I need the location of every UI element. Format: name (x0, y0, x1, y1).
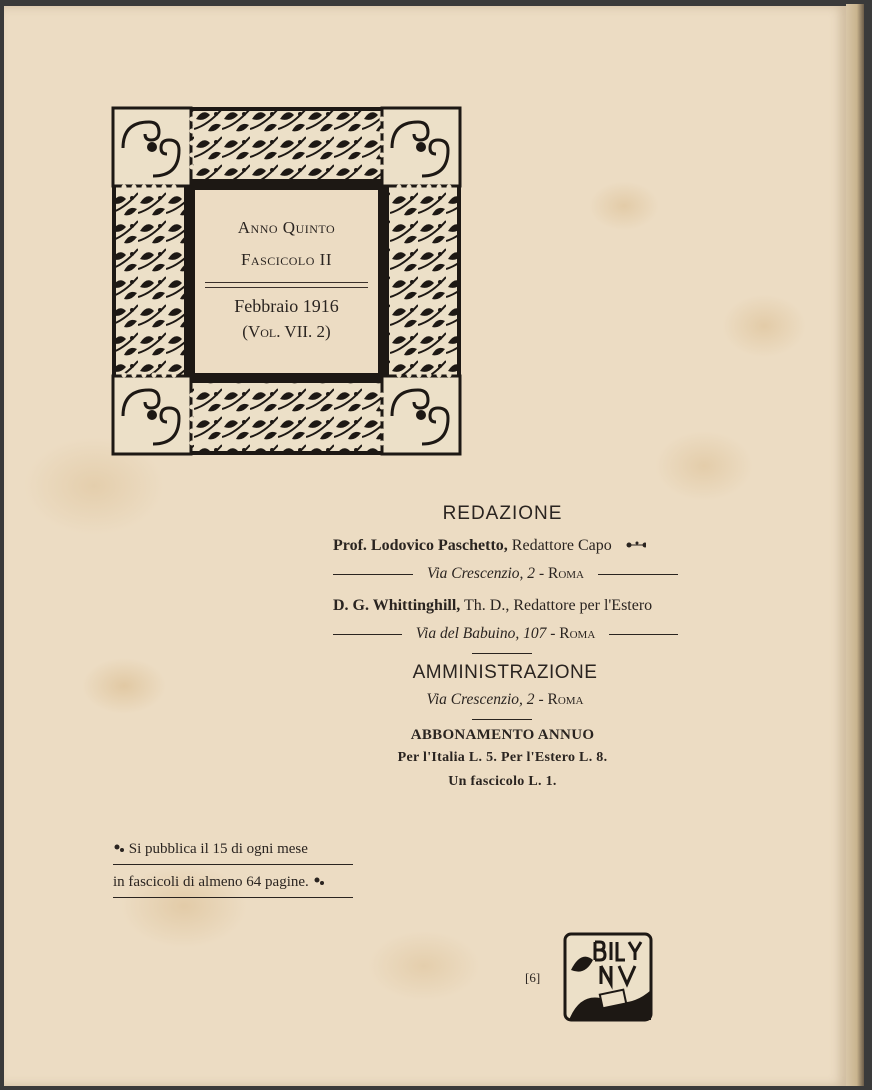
editor1-address: Via Crescenzio, 2 (427, 565, 536, 582)
editor2-address: Via del Babuino, 107 (415, 625, 547, 642)
single-issue-price: Un fascicolo L. 1. (448, 774, 557, 789)
page-number: [6] (525, 970, 541, 985)
issue-volume: (Vol. VII. 2) (242, 322, 331, 341)
publication-line1: Si pubblica il 15 di ogni mese (128, 841, 308, 857)
flower-ornament-icon (113, 842, 125, 854)
editor1-name: Prof. Lodovico Paschetto, (333, 537, 508, 554)
issue-info (195, 190, 378, 373)
issue-number: Fascicolo II (240, 250, 333, 269)
amministrazione-city: Roma (547, 691, 584, 708)
publication-rule (113, 897, 353, 898)
abbonamento-prices: Per l'Italia L. 5. Per l'Estero L. 8. (397, 750, 608, 765)
issue-year: Anno Quinto (237, 218, 336, 237)
issue-date: Febbraio 1916 (234, 296, 339, 316)
editor1-city: Roma (547, 565, 584, 582)
page-edge (846, 4, 864, 1086)
amministrazione-address-row: Via Crescenzio, 2 - Roma (426, 691, 584, 708)
editor2-line (333, 597, 678, 615)
abbonamento-heading: ABBONAMENTO ANNUO (410, 727, 595, 743)
editor2-city: Roma (559, 625, 596, 642)
publication-line2: in fascicoli di almeno 64 pagine. (113, 874, 309, 890)
flower-ornament-icon (616, 539, 646, 551)
bilychnis-logo-icon (561, 930, 655, 1024)
bilychnis-logo (561, 930, 655, 1024)
amministrazione-heading: AMMINISTRAZIONE (412, 662, 598, 683)
publication-line1-row (113, 841, 353, 858)
editor1-role: Redattore Capo (511, 537, 612, 554)
editor1-line (333, 537, 678, 555)
editor2-role: Th. D., Redattore per l'Estero (464, 597, 653, 614)
publication-line2-row (113, 874, 353, 891)
publication-rule (113, 864, 353, 865)
amministrazione-address: Via Crescenzio, 2 (426, 691, 535, 708)
ornamental-frame (110, 105, 463, 457)
editor2-address-row: Via del Babuino, 107 - Roma (333, 625, 678, 643)
section-divider (472, 653, 532, 654)
section-divider (472, 719, 532, 720)
editor1-address-row: Via Crescenzio, 2 - Roma (333, 565, 678, 583)
flower-ornament-icon (313, 875, 325, 887)
editor2-name: D. G. Whittinghill, (333, 597, 461, 614)
redazione-heading: REDAZIONE (442, 503, 563, 524)
issue-divider (205, 282, 368, 288)
